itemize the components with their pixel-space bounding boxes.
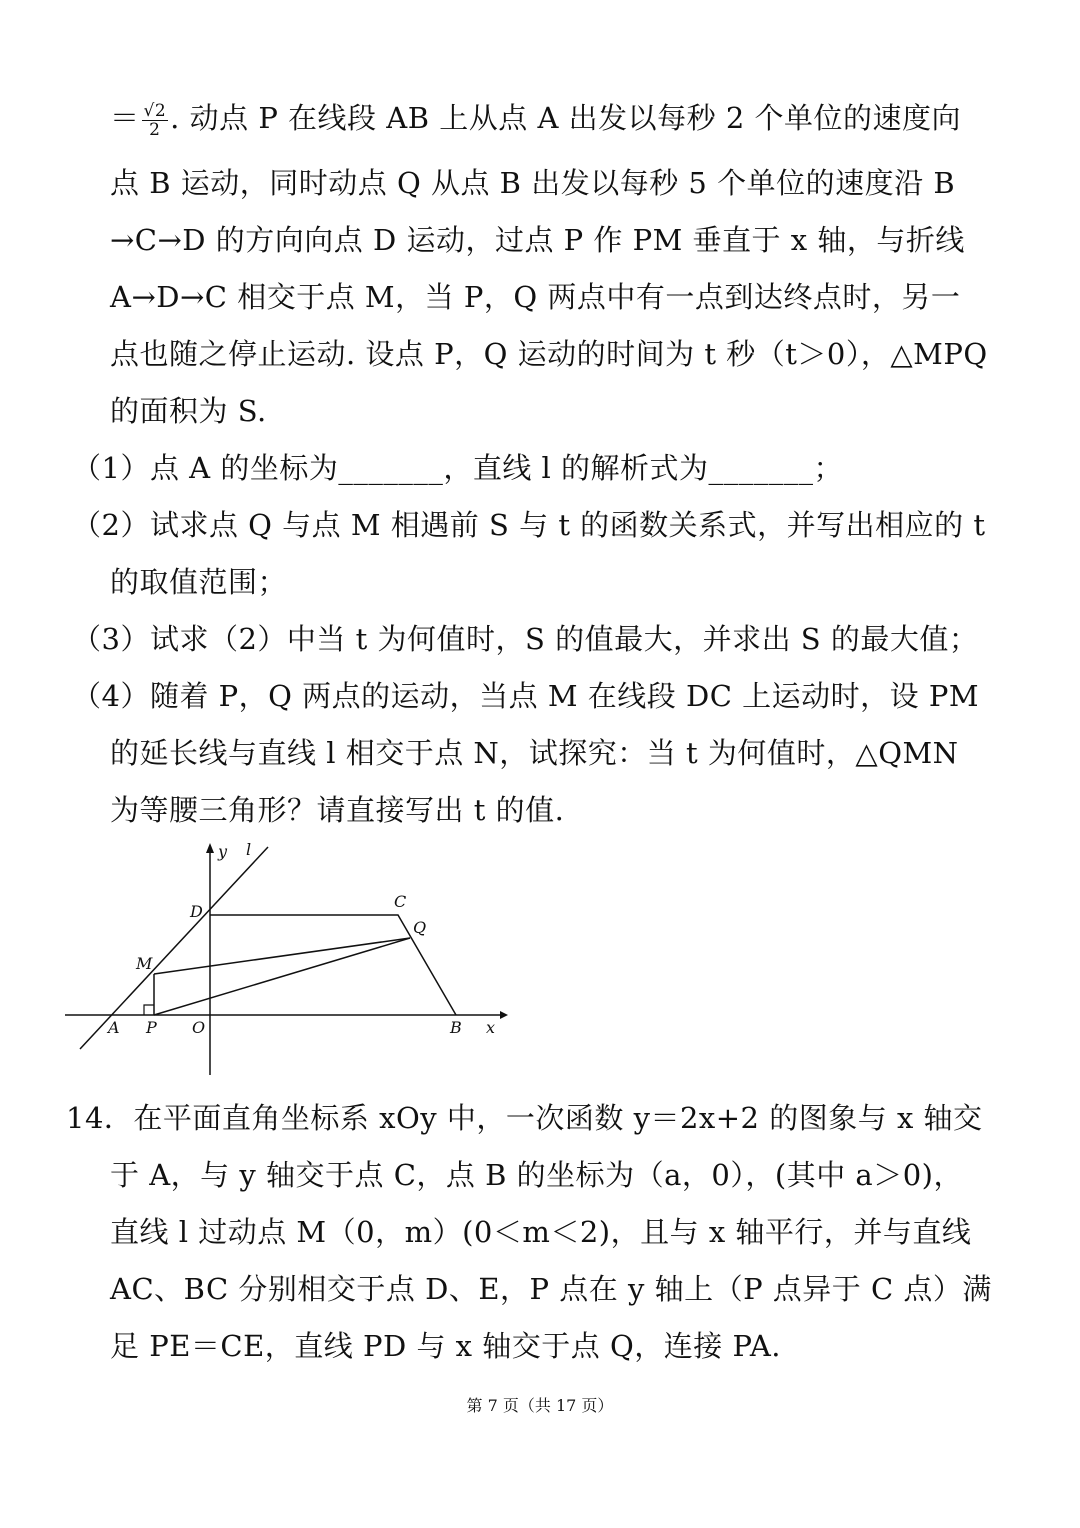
y-axis-arrow-icon	[206, 843, 214, 853]
label-y: y	[218, 842, 228, 861]
label-a: A	[108, 1018, 120, 1037]
fraction-denominator: 2	[149, 119, 161, 140]
fraction-numerator: √2	[143, 100, 167, 121]
label-d: D	[190, 902, 203, 921]
label-c: C	[394, 892, 407, 911]
p13-line-5: 点也随之停止运动. 设点 P，Q 运动的时间为 t 秒（t＞0），△MPQ	[110, 337, 988, 371]
page-footer: 第 7 页（共 17 页）	[466, 1396, 614, 1415]
label-x: x	[486, 1018, 496, 1037]
label-q: Q	[413, 918, 427, 937]
p13-question-3: （3）试求（2）中当 t 为何值时，S 的值最大，并求出 S 的最大值；	[72, 622, 979, 656]
p14-line-3: 直线 l 过动点 M（0，m）(0＜m＜2)，且与 x 轴平行，并与直线	[110, 1215, 972, 1249]
p13-line-1-text: . 动点 P 在线段 AB 上从点 A 出发以每秒 2 个单位的速度向	[170, 101, 962, 135]
p13-question-4c: 为等腰三角形？请直接写出 t 的值.	[110, 793, 565, 827]
label-o: O	[192, 1018, 206, 1037]
p14-line-4: AC、BC 分别相交于点 D、E，P 点在 y 轴上（P 点异于 C 点）满	[110, 1272, 992, 1306]
right-angle-mark	[144, 1005, 154, 1015]
p13-question-2b: 的取值范围；	[110, 565, 288, 599]
p13-line-1	[110, 98, 961, 139]
segment-pq	[154, 938, 410, 1015]
label-b: B	[450, 1018, 462, 1037]
p13-line-4: A→D→C 相交于点 M，当 P，Q 两点中有一点到达终点时，另一	[110, 280, 961, 314]
label-p: P	[146, 1018, 157, 1037]
equals-sign: ＝	[110, 101, 140, 135]
p13-question-1: （1）点 A 的坐标为_______，直线 l 的解析式为_______；	[72, 451, 844, 485]
p14-line-2: 于 A，与 y 轴交于点 C，点 B 的坐标为（a，0），(其中 a＞0)，	[110, 1158, 963, 1192]
p13-line-3: →C→D 的方向向点 D 运动，过点 P 作 PM 垂直于 x 轴，与折线	[110, 223, 965, 257]
p13-question-4b: 的延长线与直线 l 相交于点 N，试探究：当 t 为何值时，△QMN	[110, 736, 959, 770]
segment-mq	[154, 938, 410, 974]
fraction-sqrt2-over-2	[142, 102, 169, 139]
p14-line-5: 足 PE＝CE，直线 PD 与 x 轴交于点 Q，连接 PA.	[110, 1329, 781, 1363]
p13-line-6: 的面积为 S.	[110, 394, 267, 428]
p13-question-2a: （2）试求点 Q 与点 M 相遇前 S 与 t 的函数关系式，并写出相应的 t	[72, 508, 986, 542]
p14-line-1: 14．在平面直角坐标系 xOy 中，一次函数 y＝2x+2 的图象与 x 轴交	[66, 1101, 983, 1135]
p13-line-2: 点 B 运动，同时动点 Q 从点 B 出发以每秒 5 个单位的速度沿 B	[110, 166, 956, 200]
label-m: M	[136, 954, 153, 973]
label-l: l	[246, 840, 252, 859]
x-axis-arrow-icon	[500, 1011, 508, 1019]
p13-question-4a: （4）随着 P，Q 两点的运动，当点 M 在线段 DC 上运动时，设 PM	[72, 679, 980, 713]
geometry-figure	[60, 835, 510, 1080]
